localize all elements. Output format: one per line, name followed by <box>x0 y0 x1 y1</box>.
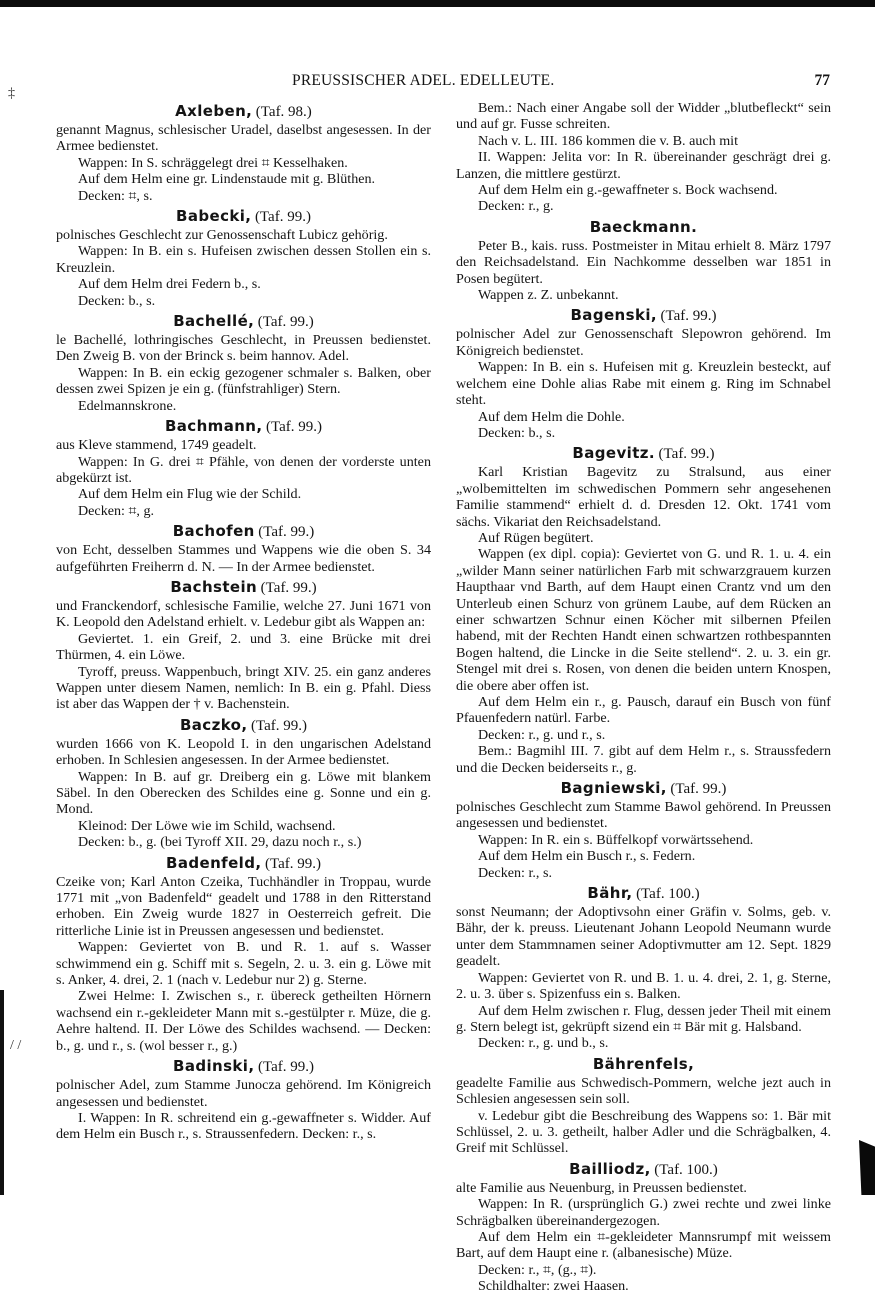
entry-paragraph: geadelte Familie aus Schwedisch-Pommern, welche jezt auch in Schlesien angesessen sein soll. <box>456 1074 831 1108</box>
entry-heading <box>56 102 431 122</box>
entry-paragraph: Wappen: In G. drei ⌗ Pfähle, von denen der vorderste unten abgekürzt ist. <box>56 453 431 486</box>
entry <box>56 417 431 519</box>
entry-paragraph: Auf Rügen begütert. <box>478 529 594 546</box>
family-name: Babecki, <box>176 207 252 226</box>
entry-paragraph: alte Familie aus Neuenburg, in Preussen bedienstet. <box>456 1179 747 1196</box>
entry-paragraph: I. Wappen: In R. schreitend ein g.-gewaffneter s. Widder. Auf dem Helm ein Busch r., s. Straussenfedern. Decken: r., s. <box>56 1109 431 1143</box>
entry-heading <box>56 417 431 437</box>
entry-paragraph: Wappen: In B. ein s. Hufeisen mit g. Kreuzlein besteckt, auf welchem eine Dohle alias Rabe mit einem g. Ring im Schnabel steht. <box>456 359 831 409</box>
entry-paragraph: polnischer Adel, zum Stamme Junocza gehörend. Im Königreich angesessen und bedienstet. <box>56 1077 431 1110</box>
entry-heading <box>56 207 431 227</box>
entry-heading <box>56 716 431 736</box>
entry-paragraph: Kleinod: Der Löwe wie im Schild, wachsend. <box>78 817 336 834</box>
entry <box>456 779 831 881</box>
plate-reference: (Taf. 99.) <box>260 579 317 596</box>
family-name: Bagenski, <box>570 306 657 325</box>
entry-paragraph: aus Kleve stammend, 1749 geadelt. <box>56 437 257 454</box>
family-name: Bähr, <box>587 884 633 903</box>
entry-paragraph: Wappen (ex dipl. copia): Geviertet von G. und R. 1. u. 4. ein „wilder Mann seiner natürlichen Farb mit schwarzgrauem kurzen Haupthaar vnd Barth, auf dem Haupt einen Crantz vnd um den Unterleub einen Schurz von grünem Laube, auf dem Rücken an einer schwartzen Schnur einen Köcher mit silbernen Pfeilen habend, mit der Rechten Handt einen schwartzen rothbespannten Bogen haltend, die Lincke in die Seite stellend“. 2. u. 3. ein gr. Stengel mit drei s. Rosen, von denen die beiden untern Knospen, die obere aber offen ist. <box>456 546 831 694</box>
entry-paragraph: Karl Kristian Bagevitz zu Stralsund, aus einer „wolbemittelten im schwedischen Pommern sehr angesehenen Familie stammend“ erhielt d. d. Dresden 12. Okt. 1741 vom sächs. Vikariat den Reichsadelstand. <box>456 464 831 530</box>
entry <box>456 444 831 776</box>
entry-paragraph: le Bachellé, lothringisches Geschlecht, in Preussen bedienstet. Den Zweig B. von der Brinck s. beim hannov. Adel. <box>56 332 431 365</box>
entry-paragraph: Wappen: In B. ein eckig gezogener schmaler s. Balken, ober dessen zwei Spizen je ein g. (fünfstrahliger) Stern. <box>56 364 431 398</box>
entry-paragraph: Edelmannskrone. <box>78 397 177 414</box>
entry-paragraph: Auf dem Helm ein r., g. Pausch, darauf ein Busch von fünf Pfauenfedern natürl. Farbe. <box>456 694 831 727</box>
entry-paragraph: Auf dem Helm zwischen r. Flug, dessen jeder Theil mit einem g. Stern belegt ist, gekrüpft sizend ein ⌗ Bär mit g. Halsband. <box>456 1002 831 1035</box>
entry-paragraph: Wappen: In S. schräggelegt drei ⌗ Kesselhaken. <box>78 154 348 171</box>
scan-border-top <box>0 0 875 7</box>
entry-paragraph: und Franckendorf, schlesische Familie, welche 27. Juni 1671 von K. Leopold den Adelstand erhielt. v. Ledebur gibt als Wappen an: <box>56 597 431 631</box>
entry-heading <box>56 522 431 542</box>
scan-border-left <box>0 990 4 1195</box>
entry-paragraph: Auf dem Helm ein Flug wie der Schild. <box>78 486 302 503</box>
running-head <box>150 72 830 92</box>
entry-paragraph: Wappen: In B. ein s. Hufeisen zwischen dessen Stollen ein s. Kreuzlein. <box>56 243 431 276</box>
entry-paragraph: wurden 1666 von K. Leopold I. in den ungarischen Adelstand erhoben. In Schlesien angesessen. In der Armee bedienstet. <box>56 735 431 769</box>
plate-reference: (Taf. 100.) <box>654 1161 718 1178</box>
plate-reference: (Taf. 98.) <box>255 104 312 120</box>
entry-paragraph: Decken: r., s. <box>478 864 552 881</box>
entry-heading <box>456 444 831 464</box>
entry-paragraph: Auf dem Helm die Dohle. <box>478 408 625 425</box>
plate-reference: (Taf. 99.) <box>264 855 321 872</box>
entry <box>56 1057 431 1143</box>
entry-heading <box>456 1160 831 1180</box>
entry-paragraph: Auf dem Helm eine gr. Lindenstaude mit g. Blüthen. <box>78 171 376 188</box>
entry-paragraph: Wappen z. Z. unbekannt. <box>478 287 619 304</box>
entry-paragraph: Wappen: Geviertet von R. und B. 1. u. 4. drei, 2. 1, g. Sterne, 2. u. 3. über s. Spizenfuss ein s. Balken. <box>456 969 831 1003</box>
family-name: Baczko, <box>179 715 248 734</box>
entry-paragraph: Wappen: In B. auf gr. Dreiberg ein g. Löwe mit blankem Säbel. In den Oberecken des Schildes eine g. Sonne und ein g. Mond. <box>56 768 431 818</box>
entry-paragraph: Decken: b., g. (bei Tyroff XII. 29, dazu noch r., s.) <box>78 834 362 851</box>
plate-reference: (Taf. 99.) <box>670 781 727 798</box>
plate-reference: (Taf. 99.) <box>254 209 311 226</box>
family-name: Baeckmann. <box>589 217 698 236</box>
plate-reference: (Taf. 100.) <box>636 886 700 903</box>
entry <box>56 578 431 713</box>
entry-paragraph: Auf dem Helm ein ⌗-gekleideter Mannsrumpf mit weissem Bart, auf dem Haupt eine r. (albanesische) Müze. <box>456 1228 831 1262</box>
entry-paragraph: Auf dem Helm ein g.-gewaffneter s. Bock wachsend. <box>478 182 778 199</box>
entry-paragraph: sonst Neumann; der Adoptivsohn einer Gräfin v. Solms, geb. v. Bähr, der k. preuss. Lieutenant Johann Leopold Neumann wurde unter dem Stammnamen seiner Adoptivmutter am 12. Sept. 1829 geadelt. <box>456 904 831 970</box>
entry-paragraph: polnisches Geschlecht zur Genossenschaft Lubicz gehörig. <box>56 227 388 244</box>
entry-paragraph: Wappen: In R. ein s. Büffelkopf vorwärtssehend. <box>478 831 754 848</box>
entry <box>56 522 431 575</box>
page-number: 77 <box>814 72 830 89</box>
family-name: Badenfeld, <box>166 853 262 872</box>
entry-paragraph: Nach v. L. III. 186 kommen die v. B. auch mit <box>478 132 739 149</box>
entry-paragraph: Schildhalter: zwei Haasen. <box>478 1278 629 1295</box>
margin-mark-bottom-left: / / <box>10 1038 22 1053</box>
entry-paragraph: Decken: b., s. <box>78 292 156 309</box>
entry <box>456 1160 831 1295</box>
plate-reference: (Taf. 99.) <box>251 717 308 734</box>
entry <box>456 306 831 441</box>
entry-paragraph: Bem.: Bagmihl III. 7. gibt auf dem Helm r., s. Straussfedern und die Decken beiderseits r., g. <box>456 743 831 776</box>
plate-reference: (Taf. 99.) <box>258 524 315 541</box>
entry-heading <box>456 306 831 326</box>
entry-heading <box>56 854 431 874</box>
family-name: Axleben, <box>175 102 253 120</box>
entry-heading <box>456 779 831 799</box>
entry-heading <box>456 1055 831 1075</box>
entry-paragraph: Zwei Helme: I. Zwischen s., r. übereck getheilten Hörnern wachsend ein r.-gekleideter Mann mit s.-gestülpter r. Müze, die g. Aehre haltend. II. Der Löwe des Schildes wachsend. — Decken: b., g. und r., s. (wol besser r., g.) <box>56 988 431 1054</box>
entry <box>56 716 431 851</box>
entry-heading <box>456 218 831 238</box>
entry-paragraph: polnisches Geschlecht zum Stamme Bawol gehörend. In Preussen angesessen und bedienstet. <box>456 799 831 832</box>
family-name: Bachmann, <box>164 417 263 436</box>
left-column <box>56 100 431 1146</box>
family-name: Bagevitz. <box>572 444 656 463</box>
margin-mark-top-left: ‡ <box>8 86 15 101</box>
entry-paragraph: Decken: r., ⌗, (g., ⌗). <box>478 1261 597 1278</box>
entry-paragraph: Czeike von; Karl Anton Czeika, Tuchhändler in Troppau, wurde 1771 mit „von Badenfeld“ geadelt und 1788 in den Ritterstand erhoben. Ein Zweig wurde 1827 in Oesterreich gefreit. Die ritterliche Linie ist in Preussen angesessen und bedienstet. <box>56 873 431 939</box>
entry-heading <box>56 1057 431 1077</box>
entry <box>456 884 831 1052</box>
entry-paragraph: Bem.: Nach einer Angabe soll der Widder „blutbefleckt“ sein und auf gr. Fusse schreiten. <box>456 100 831 133</box>
entry-heading <box>56 578 431 598</box>
entry-paragraph: v. Ledebur gibt die Beschreibung des Wappens so: 1. Bär mit Schlüssel, 2. u. 3. getheilt, halber Adler und die Schrägbalken, 4. Greif mit Schlüssel. <box>456 1107 831 1157</box>
scan-shadow-bottom-right <box>859 1140 875 1195</box>
entry-paragraph: II. Wappen: Jelita vor: In R. übereinander geschrägt drei g. Lanzen, die mittlere gestürzt. <box>456 149 831 182</box>
plate-reference: (Taf. 99.) <box>658 446 715 463</box>
family-name: Bagniewski, <box>560 779 667 798</box>
plate-reference: (Taf. 99.) <box>257 314 314 331</box>
entry-paragraph: Peter B., kais. russ. Postmeister in Mitau erhielt 8. März 1797 den Reichsadelstand. Ein Nachkomme desselben war 1851 in Posen begütert. <box>456 237 831 287</box>
entry <box>56 854 431 1054</box>
plate-reference: (Taf. 99.) <box>257 1059 314 1076</box>
family-name: Badinski, <box>172 1057 255 1076</box>
entry <box>456 218 831 304</box>
entry-paragraph: Wappen: Geviertet von B. und R. 1. auf s. Wasser schwimmend ein g. Schiff mit s. Segeln, 2. u. 3. ein g. Löwe mit s. Anker, 4. drei, 2. 1 (nach v. Ledebur nur 2) g. Sterne. <box>56 939 431 989</box>
entry-paragraph: polnischer Adel zur Genossenschaft Slepowron gehörend. Im Königreich bedienstet. <box>456 326 831 359</box>
entry-paragraph: Decken: ⌗, g. <box>78 502 155 519</box>
entry-heading <box>456 884 831 904</box>
family-name: Bachellé, <box>173 312 255 331</box>
family-name: Bährenfels, <box>592 1054 695 1073</box>
entry <box>56 312 431 414</box>
entry-paragraph: Decken: ⌗, s. <box>78 187 153 204</box>
entry-paragraph: Decken: r., g. und b., s. <box>478 1035 609 1052</box>
entry <box>456 100 831 215</box>
entry-paragraph: Auf dem Helm ein Busch r., s. Federn. <box>478 848 696 865</box>
entry-paragraph: Decken: b., s. <box>478 424 556 441</box>
entry-paragraph: Geviertet. 1. ein Greif, 2. und 3. eine Brücke mit drei Thürmen, 4. ein Löwe. <box>56 630 431 664</box>
entry-paragraph: genannt Magnus, schlesischer Uradel, daselbst angesessen. In der Armee bedienstet. <box>56 122 431 155</box>
entry <box>56 102 431 204</box>
entry-paragraph: Decken: r., g. und r., s. <box>478 726 606 743</box>
entry-paragraph: Auf dem Helm drei Federn b., s. <box>78 276 261 293</box>
plate-reference: (Taf. 99.) <box>660 308 717 325</box>
plate-reference: (Taf. 99.) <box>266 419 323 436</box>
family-name: Bachstein <box>170 577 258 596</box>
entry <box>456 1055 831 1157</box>
entry-paragraph: Decken: r., g. <box>478 198 554 215</box>
right-column <box>456 100 831 1298</box>
entry-paragraph: Wappen: In R. (ursprünglich G.) zwei rechte und zwei linke Schrägbalken übereinandergezogen. <box>456 1196 831 1229</box>
entry-heading <box>56 312 431 332</box>
entry-paragraph: Tyroff, preuss. Wappenbuch, bringt XIV. 25. ein ganz anderes Wappen unter diesem Namen, nemlich: In B. ein g. Pfahl. Diess ist aber das Wappen der † v. Bachenstein. <box>56 663 431 713</box>
running-head-title: PREUSSISCHER ADEL. EDELLEUTE. <box>292 72 555 89</box>
entry-paragraph: von Echt, desselben Stammes und Wappens wie die oben S. 34 aufgeführten Freiherrn d. N. — In der Armee bedienstet. <box>56 542 431 575</box>
entry <box>56 207 431 309</box>
family-name: Bailliodz, <box>569 1159 651 1178</box>
family-name: Bachofen <box>172 522 255 541</box>
